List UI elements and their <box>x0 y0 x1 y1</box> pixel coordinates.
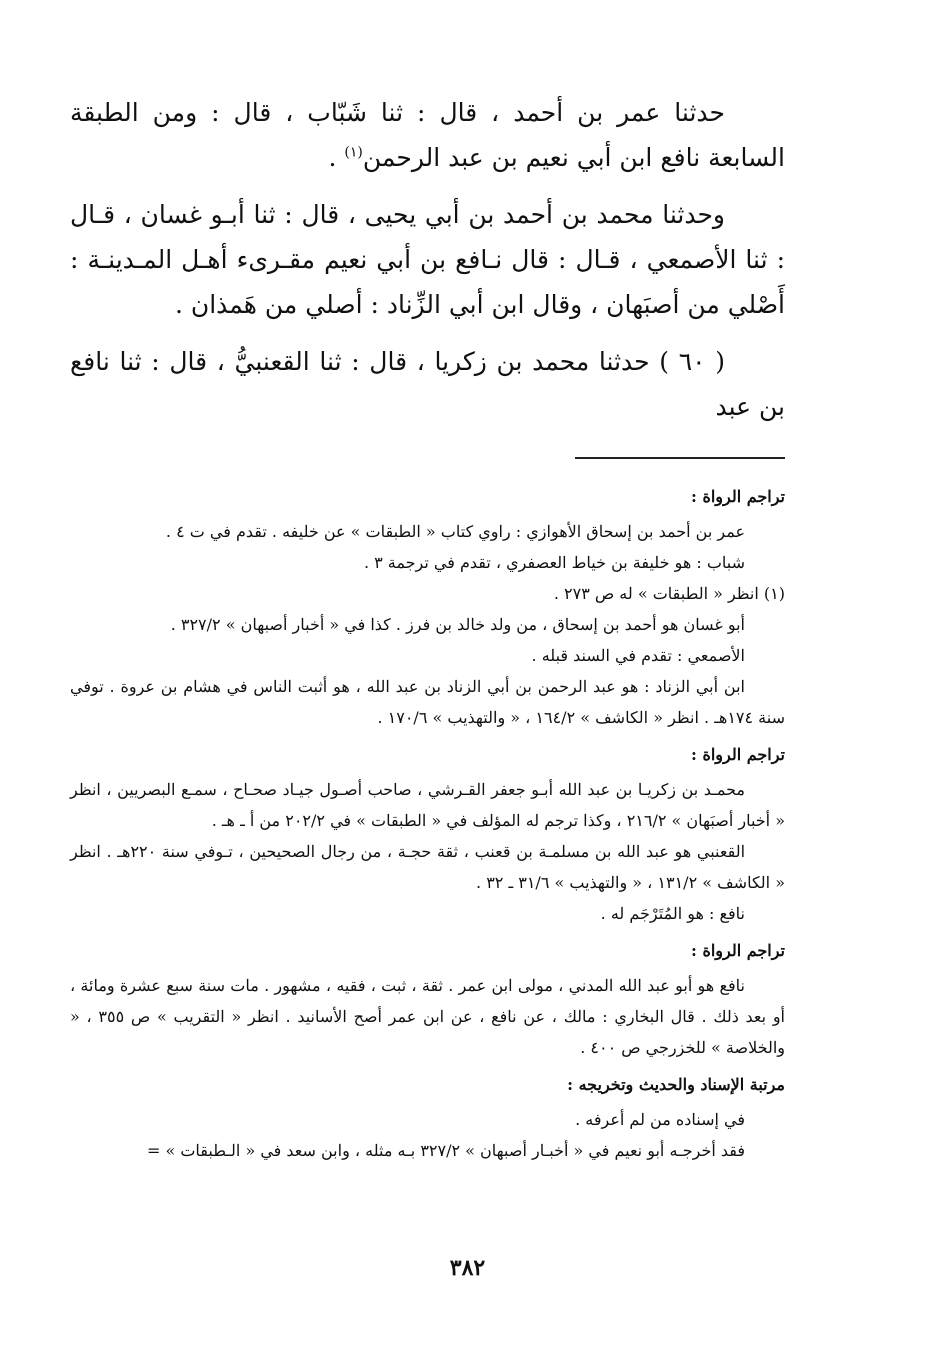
footnote-line: محمـد بن زكريـا بن عبد الله أبـو جعفر القـرشي ، صاحب أصـول جيـاد صحـاح ، سمـع البصريين ، انظر « أخبار أصبَهان » ٢١٦/٢ ، وكذا ترجم له المؤلف في « الطبقات » في ٢٠٢/٢ من أ ـ هـ . <box>70 780 785 830</box>
main-paragraph-1 <box>70 90 785 180</box>
footnote-marker-1: (١) <box>344 144 363 161</box>
main-paragraph-1-text: حدثنا عمر بن أحمد ، قال : ثنا شَبّاب ، قال : ومن الطبقة السابعة نافع ابن أبي نعيم بن عبد الرحمن <box>70 98 785 172</box>
footnote-line: أبو غسان هو أحمد بن إسحاق ، من ولد خالد بن فرز . كذا في « أخبار أصبهان » ٣٢٧/٢ . <box>170 615 745 634</box>
footnote-line: الأصمعي : تقدم في السند قبله . <box>531 646 745 665</box>
footnote-line: في إسناده من لم أعرفه . <box>575 1110 745 1129</box>
page-body <box>70 90 785 1166</box>
main-paragraph-2: وحدثنا محمد بن أحمد بن أبي يحيى ، قال : ثنا أبـو غسان ، قـال : ثنا الأصمعي ، قـال : قال نـافع بن أبي نعيم مقـرىء أهـل المـدينـة : أَصْلي من أصبَهان ، وقال ابن أبي الزِّناد : أصلي من هَمذان . <box>70 200 785 319</box>
footnote-line: عمر بن أحمد بن إسحاق الأهوازي : راوي كتاب « الطبقات » عن خليفه . تقدم في ت ٤ . <box>165 522 745 541</box>
footnotes-section-1 <box>70 481 785 733</box>
footnotes-section-4 <box>70 1069 785 1166</box>
footnotes-section-3 <box>70 935 785 1063</box>
footnote-line: القعنبي هو عبد الله بن مسلمـة بن قعنب ، ثقة حجـة ، من رجال الصحيحين ، تـوفي سنة ٢٢٠هـ . انظر « الكاشف » ١٣١/٢ ، « والتهذيب » ٣١/٦ ـ ٣٢ . <box>70 842 785 892</box>
page-number: ٣٨٢ <box>449 1255 486 1281</box>
footnote-line: فقد أخرجـه أبو نعيم في « أخبـار أصبهان » ٣٢٧/٢ بـه مثله ، وابن سعد في « الـطبقات » = <box>147 1141 745 1160</box>
footnote-line: ابن أبي الزناد : هو عبد الرحمن بن أبي الزناد بن عبد الله ، هو أثبت الناس في هشام بن عروة . توفي سنة ١٧٤هـ . انظر « الكاشف » ١٦٤/٢ ، « والتهذيب » ١٧٠/٦ . <box>70 677 785 727</box>
footnotes-heading-3: تراجم الرواة : <box>690 941 785 960</box>
footnote-separator <box>575 457 785 459</box>
footnotes-heading-4: مرتبة الإسناد والحديث وتخريجه : <box>567 1075 785 1094</box>
footnotes-heading-1: تراجم الرواة : <box>690 487 785 506</box>
footnotes-section-2 <box>70 739 785 929</box>
main-paragraph-3: ( ٦٠ ) حدثنا محمد بن زكريا ، قال : ثنا القعنبيُّ ، قال : ثنا نافع بن عبد <box>70 347 785 421</box>
footnote-line: شباب : هو خليفة بن خياط العصفري ، تقدم في ترجمة ٣ . <box>363 553 745 572</box>
footnote-note-1: (١) انظر « الطبقات » له ص ٢٧٣ . <box>553 584 785 603</box>
footnotes-heading-2: تراجم الرواة : <box>690 745 785 764</box>
footnote-line: نافع : هو المُتَرْجَم له . <box>600 904 745 923</box>
main-paragraph-1-end: . <box>328 143 345 172</box>
footnote-line: نافع هو أبو عبد الله المدني ، مولى ابن عمر . ثقة ، ثبت ، فقيه ، مشهور . مات سنة سبع عشرة ومائة ، أو بعد ذلك . قال البخاري : مالك ، عن نافع ، عن ابن عمر أصح الأسانيد . انظر « التقريب » ص ٣٥٥ ، « والخلاصة » للخزرجي ص ٤٠٠ . <box>70 976 786 1057</box>
